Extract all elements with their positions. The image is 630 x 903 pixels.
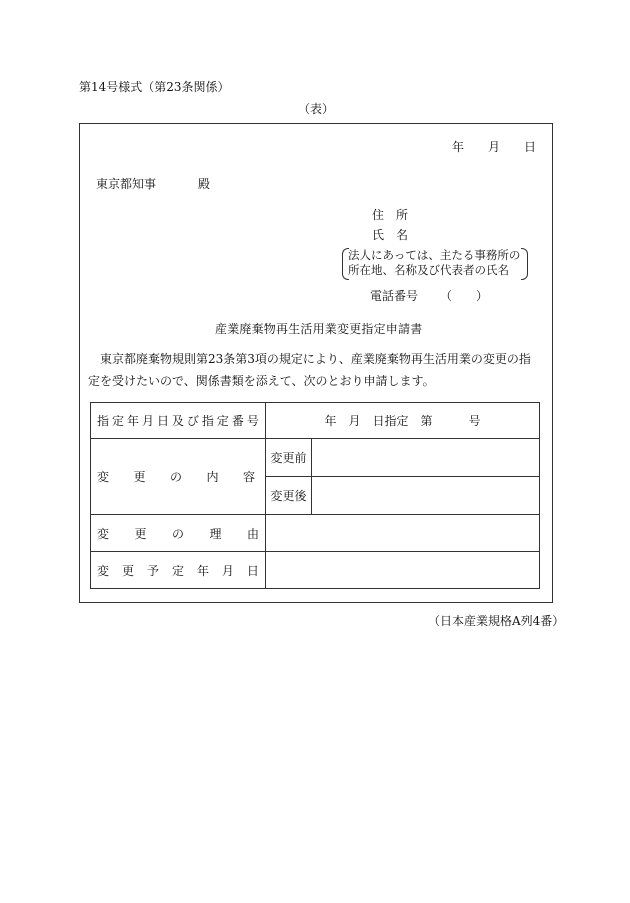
label-char: 内 (206, 470, 219, 484)
designation-value: 年 月 日指定 第 号 (324, 414, 481, 428)
label-char: 定 (111, 414, 124, 428)
reason-label (91, 525, 265, 542)
form-number: 第14号様式（第23条関係） (79, 80, 230, 94)
designation-label (91, 412, 265, 429)
designation-value-cell[interactable] (266, 403, 540, 439)
table-row (91, 552, 540, 589)
label-char: 変 (97, 526, 110, 541)
label-char: 日 (156, 414, 169, 428)
label-char: 及 (171, 414, 184, 428)
date-line (452, 138, 536, 155)
label-char: 番 (231, 414, 244, 428)
label-char: 更 (121, 563, 134, 578)
label-char: 号 (246, 414, 259, 428)
scheduled-date-value-cell[interactable] (266, 552, 540, 589)
change-content-label-cell (91, 439, 266, 515)
reason-value-cell[interactable] (266, 515, 540, 552)
label-char: 由 (246, 526, 259, 541)
table-row (91, 515, 540, 552)
after-label-cell (266, 477, 312, 515)
name-label: 氏 名 (372, 228, 409, 242)
after-label: 変更後 (270, 489, 307, 503)
corporate-note (342, 248, 528, 278)
label-char: 月 (221, 563, 234, 578)
label-char: 年 (126, 414, 139, 428)
phone-paren: （ ） (440, 289, 489, 303)
label-char: の (171, 526, 184, 541)
addressee (96, 175, 210, 192)
document-title: 産業廃棄物再生活用業変更指定申請書 (215, 322, 423, 336)
designation-label-cell (91, 403, 266, 439)
paper-size-note: （日本産業規格A列4番） (428, 614, 565, 628)
before-value-cell[interactable] (312, 439, 540, 477)
before-label: 変更前 (270, 451, 307, 465)
label-char: 容 (242, 470, 255, 484)
application-table (90, 402, 540, 589)
label-char: 指 (97, 414, 110, 428)
phone-label: 電話番号 (370, 289, 419, 303)
label-char: 月 (141, 414, 154, 428)
scheduled-date-label (91, 562, 265, 579)
month-label: 月 (488, 140, 501, 154)
change-content-label (91, 468, 265, 485)
label-char: 変 (97, 563, 110, 578)
label-char: の (169, 470, 182, 484)
label-char: 更 (133, 470, 146, 484)
note-line-1: 法人にあっては、主たる事務所の (348, 248, 521, 262)
address-label: 住 所 (372, 208, 409, 222)
label-char: 日 (246, 563, 259, 578)
phone-line (370, 287, 488, 304)
label-char: 定 (171, 563, 184, 578)
before-label-cell (266, 439, 312, 477)
label-char: 指 (201, 414, 214, 428)
year-label: 年 (452, 140, 465, 154)
reason-label-cell (91, 515, 266, 552)
note-line-2: 所在地、名称及び代表者の氏名 (348, 263, 509, 277)
governor-label: 東京都知事 (96, 177, 157, 191)
after-value-cell[interactable] (312, 477, 540, 515)
label-char: び (186, 414, 199, 428)
scheduled-date-label-cell (91, 552, 266, 589)
label-char: 理 (209, 526, 222, 541)
body-text: 東京都廃棄物規則第23条第3項の規定により、産業廃棄物再生活用業の変更の指定を受けたいので、関係書類を添えて、次のとおり申請します。 (88, 352, 531, 388)
label-char: 定 (216, 414, 229, 428)
day-label: 日 (524, 140, 537, 154)
honorific-label: 殿 (198, 177, 211, 191)
table-row (91, 403, 540, 439)
label-char: 年 (196, 563, 209, 578)
label-char: 更 (134, 526, 147, 541)
label-char: 予 (146, 563, 159, 578)
side-label: （表） (298, 102, 335, 116)
right-bracket (521, 248, 528, 280)
label-char: 変 (97, 470, 110, 484)
table-row (91, 439, 540, 477)
